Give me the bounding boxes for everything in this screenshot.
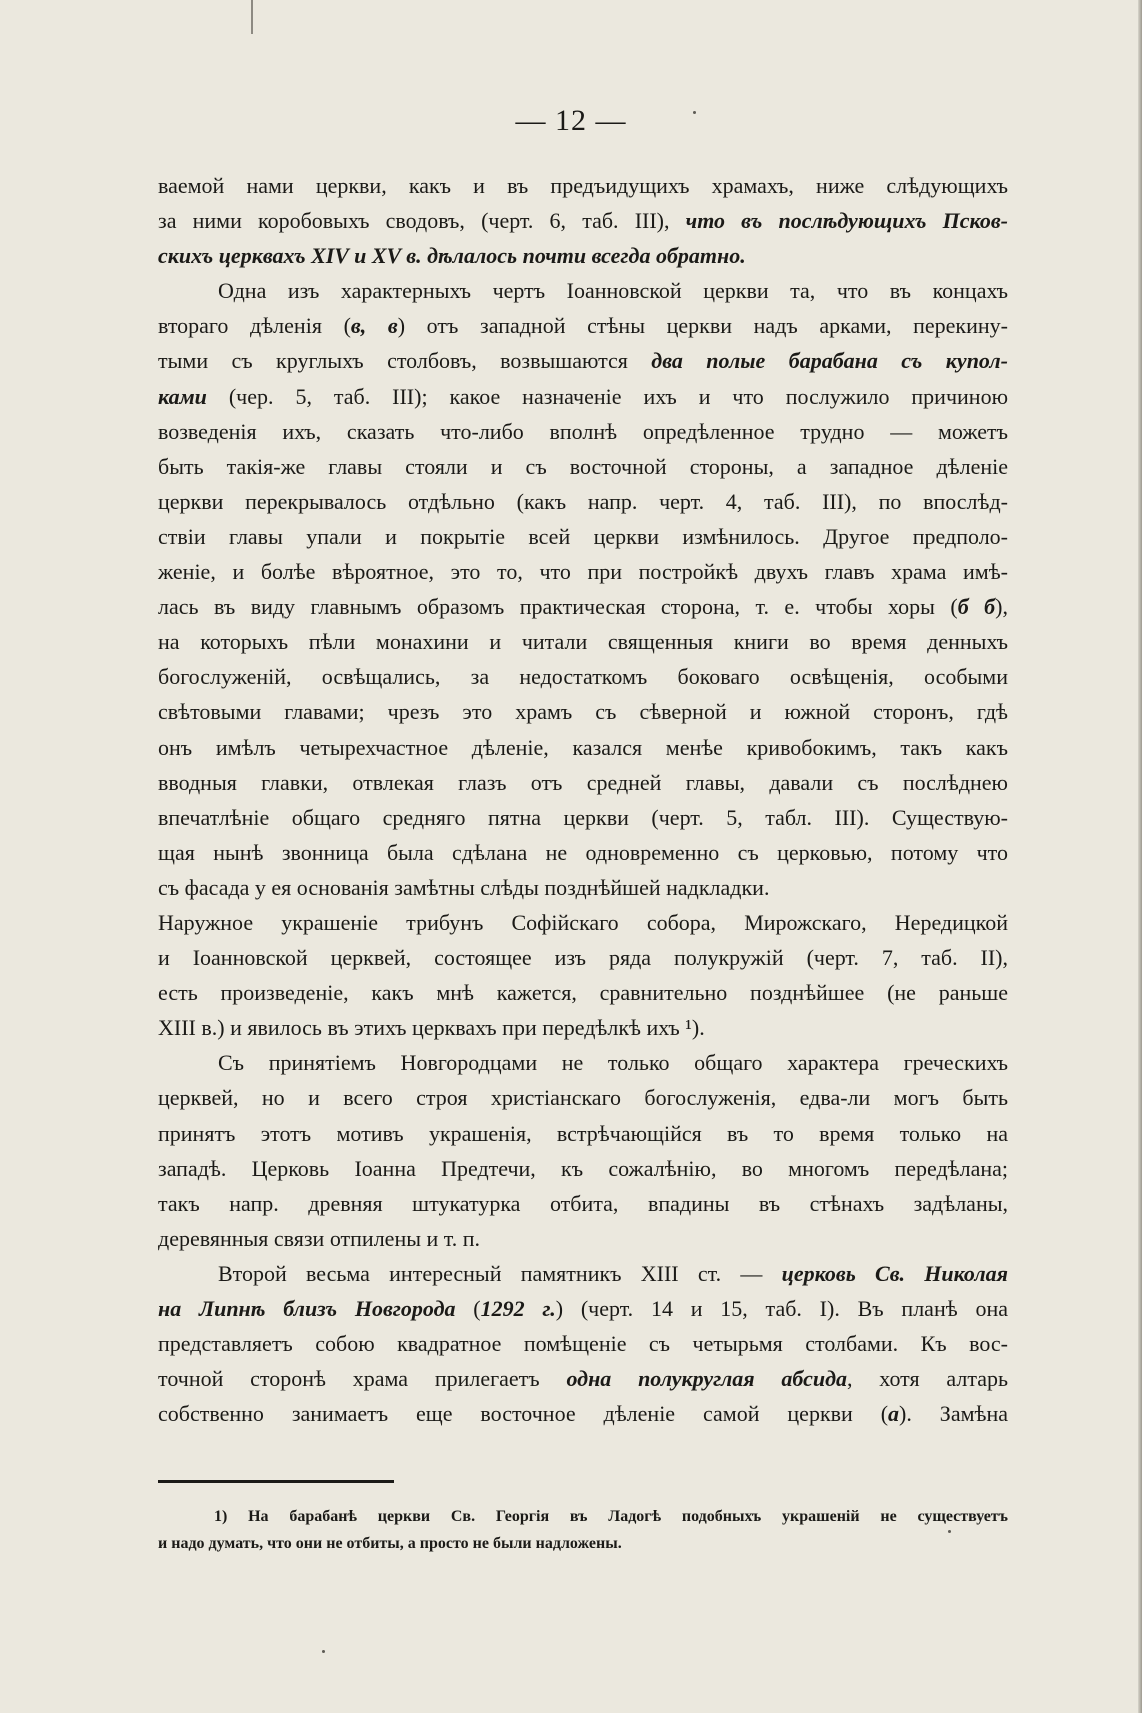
text-segment: принятъ этотъ мотивъ украшенія, встрѣчающійся въ то время только на: [158, 1120, 1008, 1146]
page-edge-shadow: [1138, 0, 1142, 1713]
italic-segment: два полые барабана съ купол-: [651, 348, 1008, 374]
text-segment: вводныя главки, отвлекая глазъ отъ средней главы, давали съ послѣднею: [158, 769, 1008, 795]
text-line: [158, 589, 1008, 624]
text-segment: лась въ виду главнымъ образомъ практическая сторона, т. е. чтобы хоры (: [158, 594, 958, 620]
text-line: [158, 1045, 1008, 1080]
main-text: [158, 168, 1008, 1431]
text-segment: такъ напр. древняя штукатурка отбита, впадины въ стѣнахъ задѣланы,: [158, 1190, 1008, 1216]
italic-segment: церковь Св. Николая: [781, 1260, 1009, 1286]
text-segment: точной сторонѣ храма прилегаетъ: [158, 1366, 567, 1392]
text-segment: на которыхъ пѣли монахини и читали священныя книги во время денныхъ: [158, 629, 1008, 655]
footnote-line: и надо думать, что они не отбиты, а просто не были надложены.: [158, 1535, 622, 1552]
text-segment: ствіи главы упали и покрытіе всей церкви измѣнилось. Другое предполо-: [158, 523, 1008, 549]
text-segment: , хотя алтарь: [847, 1366, 1008, 1392]
text-line: [158, 1326, 1008, 1361]
text-segment: (: [455, 1296, 481, 1321]
italic-segment: на Липнѣ близъ Новгорода: [158, 1296, 456, 1321]
text-segment: ваемой нами церкви, какъ и въ предъидущихъ храмахъ, ниже слѣдующихъ: [158, 173, 1008, 198]
text-segment: Съ принятіемъ Новгородцами не только общаго характера греческихъ: [218, 1050, 1008, 1076]
text-segment: онъ имѣлъ четырехчастное дѣленіе, казался менѣе кривобокимъ, такъ какъ: [158, 734, 1008, 760]
text-line: [158, 1080, 1008, 1115]
text-segment: тыми съ круглыхъ столбовъ, возвышаются: [158, 348, 652, 374]
italic-segment: скихъ церквахъ XIV и XV в. дѣлалось почти всегда обратно.: [158, 243, 746, 269]
text-line: [158, 1151, 1008, 1186]
italic-segment: 1292 г.: [480, 1296, 556, 1321]
italic-segment: ками: [158, 383, 207, 409]
italic-segment: в, в: [350, 313, 398, 339]
text-line: [158, 554, 1008, 589]
text-line: [158, 1010, 1008, 1045]
text-segment: западѣ. Церковь Іоанна Предтечи, къ сожалѣнію, во многомъ передѣлана;: [158, 1155, 1008, 1181]
text-segment: богослуженій, освѣщались, за недостаткомъ боковаго освѣщенія, особыми: [158, 664, 1008, 690]
text-line: [158, 1221, 1008, 1256]
text-line: [158, 519, 1008, 554]
italic-segment: б б: [957, 594, 996, 620]
text-segment: Наружное украшеніе трибунъ Софійскаго собора, Мирожскаго, Нередицкой: [158, 909, 1008, 935]
text-segment: ) отъ западной стѣны церкви надъ арками, перекину-: [397, 313, 1008, 339]
text-line: [158, 1186, 1008, 1221]
text-line: [158, 870, 1008, 905]
text-segment: ). Замѣна: [899, 1401, 1008, 1427]
footnote-rule: [158, 1480, 394, 1483]
italic-segment: одна полукруглая абсида: [566, 1366, 847, 1392]
text-line: [158, 203, 1008, 238]
text-line: [158, 694, 1008, 729]
italic-segment: а: [888, 1401, 900, 1427]
text-segment: есть произведеніе, какъ мнѣ кажется, сравнительно позднѣйшее (не раньше: [158, 980, 1008, 1006]
text-segment: и Іоанновской церквей, состоящее изъ ряда полукружій (черт. 7, таб. II),: [158, 945, 1008, 971]
text-segment: ),: [995, 594, 1008, 620]
text-line: [158, 800, 1008, 835]
text-line: [158, 835, 1008, 870]
gutter-line: [251, 0, 253, 34]
text-line: [158, 273, 1008, 308]
text-line: [158, 379, 1008, 414]
text-segment: представляетъ собою квадратное помѣщеніе съ четырьмя столбами. Къ вос-: [158, 1331, 1008, 1357]
text-line: [158, 449, 1008, 484]
text-segment: быть такія-же главы стояли и съ восточной стороны, а западное дѣленіе: [158, 453, 1008, 479]
text-line: [158, 975, 1008, 1010]
text-line: [158, 238, 1008, 273]
text-segment: щая нынѣ звонница была сдѣлана не одновременно съ церковью, потому что: [158, 839, 1008, 865]
text-segment: ) (черт. 14 и 15, таб. I). Въ планѣ она: [555, 1296, 1008, 1321]
text-line: [158, 1361, 1008, 1396]
print-speck: [693, 111, 696, 114]
text-segment: возведенія ихъ, сказать что-либо вполнѣ опредѣленное трудно — можетъ: [158, 418, 1008, 444]
text-segment: женіе, и болѣе вѣроятное, это то, что при постройкѣ двухъ главъ храма имѣ-: [158, 559, 1008, 585]
text-line: [158, 940, 1008, 975]
text-segment: за ними коробовыхъ сводовъ, (черт. 6, таб. III),: [158, 208, 686, 234]
text-segment: XIII в.) и явилось въ этихъ церквахъ при передѣлкѣ ихъ ¹).: [158, 1015, 705, 1041]
text-line: [158, 765, 1008, 800]
text-line: [158, 1116, 1008, 1151]
text-line: [158, 343, 1008, 378]
footnote-line: 1) На барабанѣ церкви Св. Георгія въ Ладогѣ подобныхъ украшеній не существуетъ: [214, 1508, 1008, 1525]
text-line: [158, 414, 1008, 449]
text-segment: церквей, но и всего строя христіанскаго богослуженія, едва-ли могъ быть: [158, 1085, 1008, 1111]
text-segment: Второй весьма интересный памятникъ XIII ст. —: [218, 1260, 782, 1286]
text-line: [158, 168, 1008, 203]
text-segment: впечатлѣніе общаго средняго пятна церкви (черт. 5, табл. III). Существую-: [158, 804, 1008, 830]
footnote: [158, 1503, 1008, 1557]
print-speck: [322, 1650, 325, 1653]
text-line: [158, 1256, 1008, 1291]
text-segment: (чер. 5, таб. III); какое назначеніе ихъ и что послужило причиною: [206, 383, 1008, 409]
page-number: — 12 —: [515, 104, 627, 137]
text-line: [158, 1291, 1008, 1326]
text-segment: деревянныя связи отпилены и т. п.: [158, 1225, 481, 1251]
text-segment: собственно занимаетъ еще восточное дѣленіе самой церкви (: [158, 1401, 889, 1427]
text-segment: Одна изъ характерныхъ чертъ Іоанновской церкви та, что въ концахъ: [218, 278, 1008, 304]
text-segment: свѣтовыми главами; чрезъ это храмъ съ сѣверной и южной сторонъ, гдѣ: [158, 699, 1008, 725]
text-segment: церкви перекрывалось отдѣльно (какъ напр. черт. 4, таб. III), по впослѣд-: [158, 488, 1008, 514]
text-line: [158, 730, 1008, 765]
text-segment: съ фасада у ея основанія замѣтны слѣды позднѣйшей надкладки.: [158, 874, 770, 900]
text-segment: втораго дѣленія (: [158, 313, 351, 339]
italic-segment: что въ послѣдующихъ Псков-: [685, 208, 1008, 234]
text-line: [158, 484, 1008, 519]
text-line: [158, 308, 1008, 343]
text-line: [158, 905, 1008, 940]
text-line: [158, 1396, 1008, 1431]
print-speck: [948, 1530, 951, 1533]
text-line: [158, 624, 1008, 659]
text-line: [158, 659, 1008, 694]
